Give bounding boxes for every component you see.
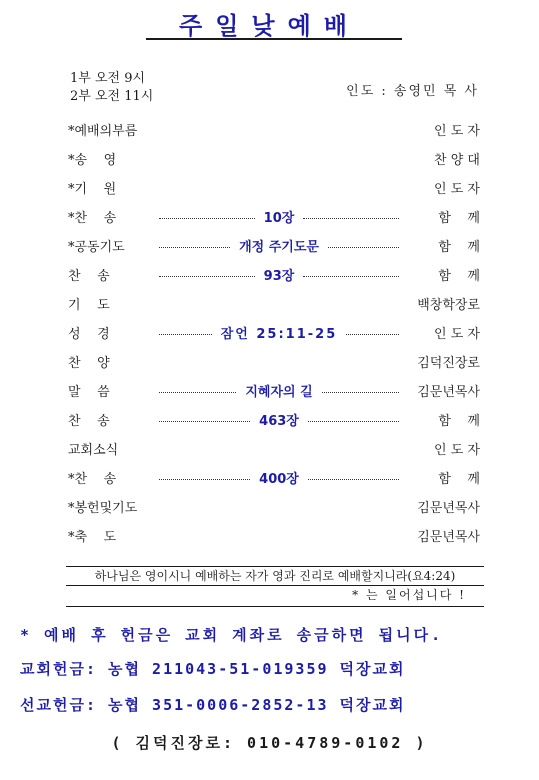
service-item-leader-line: [156, 158, 402, 159]
offering-notice: * 예배 후 헌금은 교회 계좌로 송금하면 됩니다.: [20, 626, 444, 644]
service-item-leader-line: [156, 468, 402, 487]
church-account: 교회헌금: 농협 211043-51-019359 덕장교회: [20, 660, 406, 678]
service-item: [68, 376, 480, 405]
divider: [66, 606, 484, 607]
service-item-leader-line: [156, 410, 402, 429]
service-item: [68, 173, 480, 202]
service-item-person: 함 께: [438, 211, 480, 226]
service-item-person: 김덕진장로: [417, 356, 480, 371]
service-item-leader-line: [156, 381, 402, 400]
service-item: [68, 463, 480, 492]
service-item-person: 인 도 자: [434, 182, 480, 197]
service-item-person: 김문년목사: [417, 530, 480, 545]
service-item: [68, 289, 480, 318]
service-item: [68, 347, 480, 376]
service-item-person: 김문년목사: [417, 501, 480, 516]
service-item-person: 백창학장로: [417, 298, 480, 313]
dot-leader: [159, 247, 230, 248]
service-item-detail: 지혜자의 길: [245, 385, 313, 400]
service-item-detail: 10장: [263, 211, 295, 226]
service-item-label: *봉헌및기도: [68, 501, 138, 516]
service-item-detail: 잠언 25:11-25: [220, 327, 338, 342]
service-item-person: 김문년목사: [417, 385, 480, 400]
service-item-person: 찬 양 대: [434, 153, 480, 168]
dot-leader: [159, 421, 250, 422]
service-item-person: 함 께: [438, 240, 480, 255]
service-item-label: 교회소식: [68, 443, 119, 458]
service-item: [68, 260, 480, 289]
service-item: [68, 115, 480, 144]
service-item-leader-line: [156, 506, 402, 507]
dot-leader: [159, 392, 236, 393]
stand-note: * 는 일어섭니다 !: [352, 588, 466, 602]
service-item-label: *축 도: [68, 530, 117, 545]
service-item-leader-line: [156, 323, 402, 342]
service-item-label: 찬 송: [68, 414, 110, 429]
service-item-person: 인 도 자: [434, 327, 480, 342]
service-item-detail: 463장: [259, 414, 299, 429]
dot-leader: [322, 392, 399, 393]
service-item: [68, 405, 480, 434]
service-item-leader-line: [156, 265, 402, 284]
service-item-leader-line: [156, 361, 402, 362]
dot-leader: [303, 276, 399, 277]
service-item-label: *공동기도: [68, 240, 125, 255]
service-times: [70, 70, 153, 106]
service-item-label: *예배의부름: [68, 124, 138, 139]
dot-leader: [159, 276, 255, 277]
service-item-label: *기 원: [68, 182, 117, 197]
dot-leader: [308, 479, 399, 480]
service-item-leader-line: [156, 187, 402, 188]
dot-leader: [303, 218, 399, 219]
service-item-detail: 93장: [263, 269, 295, 284]
service-item: [68, 144, 480, 173]
worship-leader: 인도 : 송영민 목 사: [346, 84, 479, 99]
service-item-label: *송 영: [68, 153, 117, 168]
title-underline: [146, 38, 402, 40]
service-item-leader-line: [156, 448, 402, 449]
service-item: [68, 492, 480, 521]
service-item-label: 찬 양: [68, 356, 110, 371]
service-item-person: 인 도 자: [434, 443, 480, 458]
second-service-time: 2부 오전 11시: [70, 89, 154, 104]
service-item-person: 함 께: [438, 269, 480, 284]
dot-leader: [159, 334, 212, 335]
service-item-label: 찬 송: [68, 269, 110, 284]
dot-leader: [159, 218, 255, 219]
service-item-detail: 400장: [259, 472, 299, 487]
service-item: [68, 521, 480, 550]
service-item-leader-line: [156, 535, 402, 536]
service-item: [68, 318, 480, 347]
service-item-label: *찬 송: [68, 211, 117, 226]
service-item-label: 성 경: [68, 327, 110, 342]
service-item: [68, 231, 480, 260]
dot-leader: [159, 479, 250, 480]
dot-leader: [328, 247, 399, 248]
service-item-leader-line: [156, 236, 402, 255]
order-of-service: [68, 115, 480, 550]
service-item-leader-line: [156, 207, 402, 226]
dot-leader: [308, 421, 399, 422]
mission-account: 선교헌금: 농협 351-0006-2852-13 덕장교회: [20, 696, 406, 714]
service-item-label: *찬 송: [68, 472, 117, 487]
contact-info: ( 김덕진장로: 010-4789-0102 ): [111, 734, 428, 752]
service-item-leader-line: [156, 303, 402, 304]
service-item: [68, 434, 480, 463]
service-item-person: 함 께: [438, 414, 480, 429]
service-item-label: 기 도: [68, 298, 110, 313]
service-item: [68, 202, 480, 231]
scripture-verse: 하나님은 영이시니 예배하는 자가 영과 진리로 예배할지니라(요4:24): [66, 566, 484, 586]
service-item-detail: 개정 주기도문: [239, 240, 319, 255]
service-item-leader-line: [156, 129, 402, 130]
service-item-label: 말 씀: [68, 385, 110, 400]
dot-leader: [346, 334, 399, 335]
page-title: 주일낮예배: [179, 12, 360, 40]
first-service-time: 1부 오전 9시: [70, 71, 146, 86]
service-item-person: 함 께: [438, 472, 480, 487]
service-item-person: 인 도 자: [434, 124, 480, 139]
